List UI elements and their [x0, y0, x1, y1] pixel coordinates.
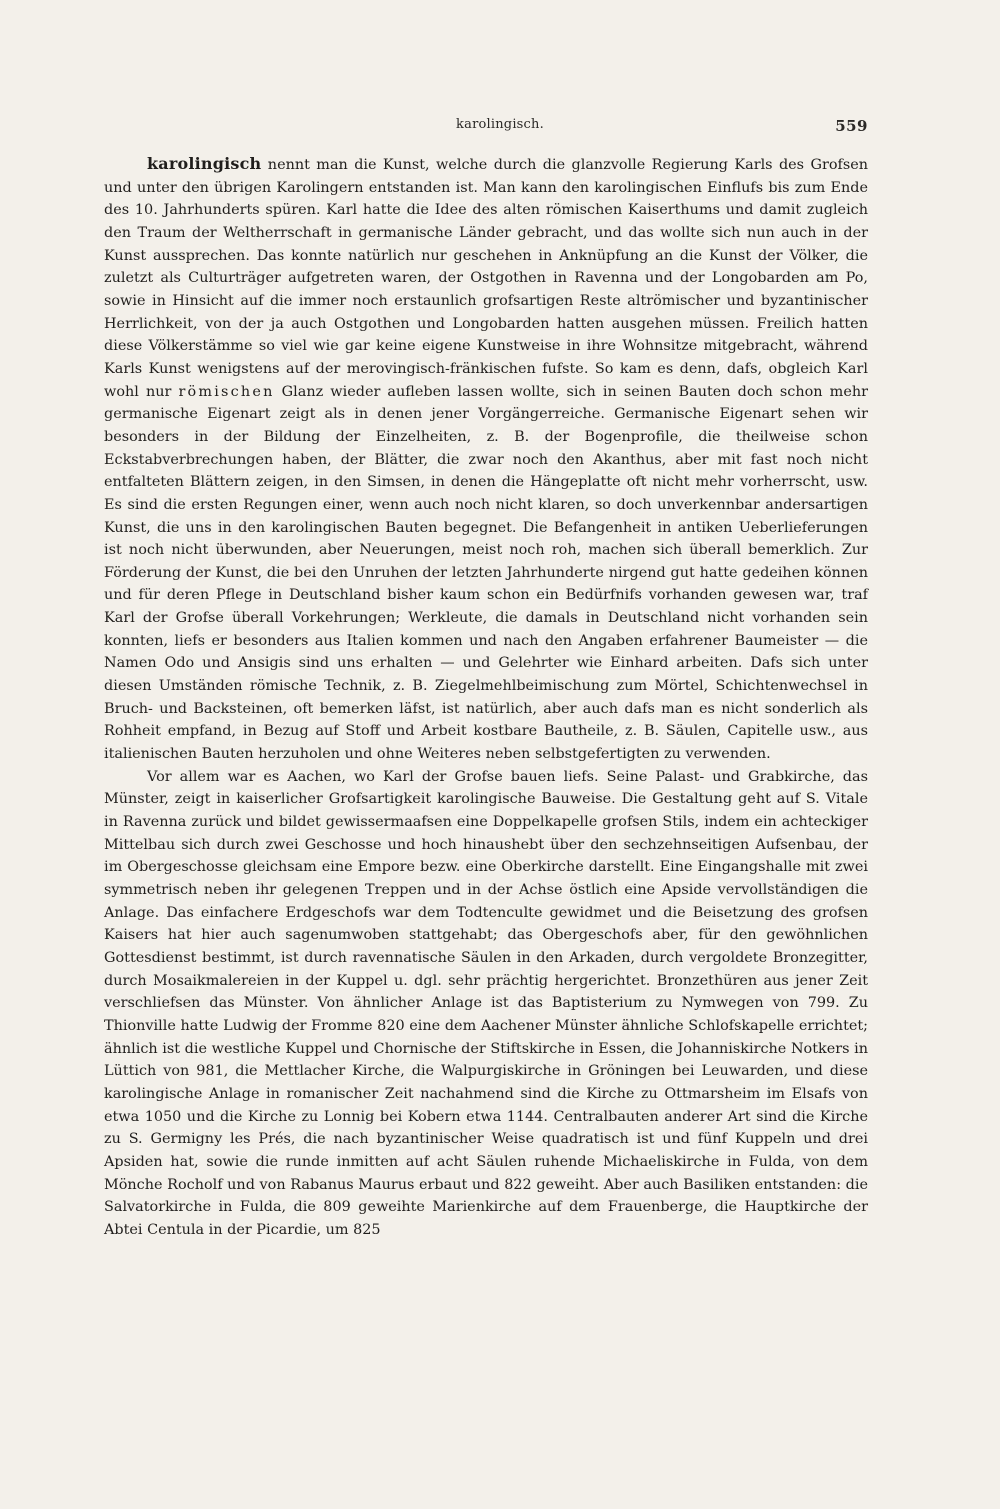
paragraph-aachen: Vor allem war es Aachen, wo Karl der Grofse bauen liefs. Seine Palast- und Grabkirche, das Münster, zeigt in kaiserlicher Grofsartigkeit karolingische Bauweise. Die Gestaltung geht auf S. Vitale in Ravenna zurück und bildet gewissermaafsen eine Doppelkapelle grofsen Stils, indem ein achteckiger Mittelbau sich durch zwei Geschosse und hoch hinaushebt über den sechzehnseitigen Aufsenbau, der im Obergeschosse gleichsam eine Empore bezw. eine Oberkirche darstellt. Eine Eingangshalle mit zwei symmetrisch neben ihr gelegenen Treppen und in der Achse östlich eine Apside vervollständigen die Anlage. Das einfachere Erdgeschofs war dem Todtenculte gewidmet und die Beisetzung des grofsen Kaisers hat hier auch sagenumwoben stattgehabt; das Obergeschofs aber, für den gewöhnlichen Gottesdienst bestimmt, ist durch ravennatische Säulen in den Arkaden, durch vergoldete Bronzegitter, durch Mosaikmalereien in der Kuppel u. dgl. sehr prächtig hergerichtet. Bronzethüren aus jener Zeit verschliefsen das Münster. Von ähnlicher Anlage ist das Baptisterium zu Nymwegen von 799. Zu Thionville hatte Ludwig der Fromme 820 eine dem Aachener Münster ähnliche Schlofskapelle errichtet; ähnlich ist die westliche Kuppel und Chornische der Stiftskirche in Essen, die Johanniskirche Notkers in Lüttich von 981, die Mettlacher Kirche, die Walpurgiskirche in Gröningen bei Leuwarden, und diese karolingische Anlage in romanischer Zeit nachahmend sind die Kirche zu Ottmarsheim im Elsafs von etwa 1050 und die Kirche zu Lonnig bei Kobern etwa 1144. Centralbauten anderer Art sind die Kirche zu S. Germigny les Prés, die nach byzantinischer Weise quadratisch ist und fünf Kuppeln und drei Apsiden hat, sowie die runde inmitten auf acht Säulen ruhende Michaeliskirche in Fulda, von dem Mönche Rocholf und von Rabanus Maurus erbaut und 822 geweiht. Aber auch Basiliken entstanden: die Salvatorkirche in Fulda, die 809 geweihte Marienkirche auf dem Frauenberge, die Hauptkirche der Abtei Centula in der Picardie, um 825	[104, 768, 868, 1238]
running-head	[0, 117, 1000, 137]
page-number: 559	[835, 117, 868, 135]
paragraph-intro-text-1: nennt man die Kunst, welche durch die glanzvolle Regierung Karls des Grofsen und unter den übrigen Karolingern entstanden ist. Man kann den karolingischen Einflufs bis zum Ende des 10. Jahrhunderts spüren. Karl hatte die Idee des alten römischen Kaiserthums und damit zugleich den Traum der Weltherrschaft in germanische Länder gebracht, und das wollte sich nun auch in der Kunst aussprechen. Das konnte natürlich nur geschehen in Anknüpfung an die Kunst der Völker, die zuletzt als Culturträger aufgetreten waren, der Ostgothen in Ravenna und der Longobarden am Po, sowie in Hinsicht auf die immer noch erstaunlich grofsartigen Reste altrömischer und byzantinischer Herrlichkeit, von der ja auch Ostgothen und Longobarden hatten ausgehen müssen. Freilich hatten diese Völkerstämme so viel wie gar keine eigene Kunstweise in ihre Wohnsitze mitgebracht, während Karls Kunst wenigstens auf der merovingisch-fränkischen fufste. So kam es denn, dafs, obgleich Karl wohl nur	[104, 157, 868, 400]
paragraph-intro-text-2: Glanz wieder aufleben lassen wollte, sich in seinen Bauten doch schon mehr germanische Eigenart zeigt als in denen jener Vorgängerreiche. Germanische Eigenart sehen wir besonders in der Bildung der Einzelheiten, z. B. der Bogenprofile, die theilweise schon Eckstabverbrechungen haben, der Blätter, die zwar noch den Akanthus, aber mit fast noch nicht entfalteten Blättern zeigen, in den Simsen, in denen die Hängeplatte oft nicht mehr vorherrscht, usw. Es sind die ersten Regungen einer, wenn auch noch nicht klaren, so doch unverkennbar andersartigen Kunst, die uns in den karolingischen Bauten begegnet. Die Befangenheit in antiken Ueberlieferungen ist noch nicht überwunden, aber Neuerungen, meist noch roh, machen sich überall bemerklich. Zur Förderung der Kunst, die bei den Unruhen der letzten Jahrhunderte nirgend gut hatte gedeihen können und für deren Pflege in Deutschland bisher kaum schon ein Bedürfnifs vorhanden gewesen war, traf Karl der Grofse überall Vorkehrungen; Werkleute, die damals in Deutschland nicht vorhanden sein konnten, liefs er besonders aus Italien kommen und nach den Angaben erfahrener Baumeister — die Namen Odo und Ansigis sind uns erhalten — und Gelehrter wie Einhard arbeiten. Dafs sich unter diesen Umständen römische Technik, z. B. Ziegelmehlbeimischung zum Mörtel, Schichtenwechsel in Bruch- und Backsteinen, oft bemerken läfst, ist natürlich, aber auch dafs man es nicht sonderlich als Rohheit empfand, in Bezug auf Stoff und Arbeit kostbare Bautheile, z. B. Säulen, Capitelle usw., aus italienischen Bauten herzuholen und ohne Weiteres neben selbstgefertigten zu verwenden.	[104, 383, 868, 763]
paragraph-intro	[104, 153, 868, 766]
running-head-title: karolingisch.	[456, 117, 544, 132]
emphasis-word: römischen	[178, 383, 275, 400]
entry-body	[104, 153, 868, 1242]
entry-headword: karolingisch	[147, 154, 262, 173]
